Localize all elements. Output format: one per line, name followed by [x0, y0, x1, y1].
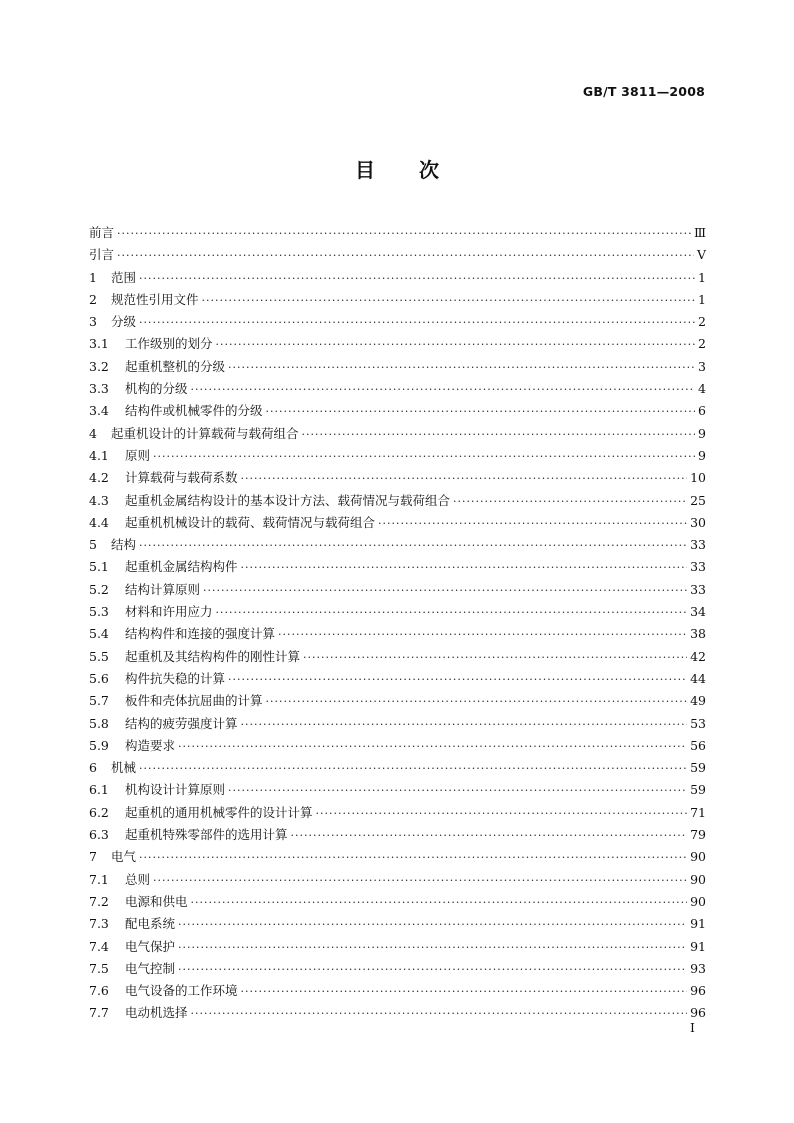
toc-entry-label: 起重机设计的计算载荷与载荷组合 — [111, 425, 299, 441]
toc-entry-number: 5.1 — [89, 559, 109, 575]
toc-entry[interactable] — [89, 735, 706, 757]
toc-entry-number: 5.4 — [89, 626, 109, 642]
toc-dot-leader — [139, 535, 687, 557]
toc-entry-label: 分级 — [111, 314, 137, 330]
toc-dot-leader — [216, 602, 688, 624]
toc-entry[interactable] — [89, 846, 706, 868]
toc-dot-leader — [153, 446, 695, 468]
toc-entry-number: 4.3 — [89, 492, 109, 508]
toc-entry-number: 5.8 — [89, 715, 109, 731]
toc-entry[interactable] — [89, 623, 706, 645]
toc-entry[interactable] — [89, 913, 706, 935]
toc-entry-page: 9 — [698, 425, 706, 441]
toc-entry-number: 7.5 — [89, 960, 109, 976]
toc-dot-leader — [117, 223, 691, 245]
toc-entry[interactable] — [89, 579, 706, 601]
toc-entry[interactable] — [89, 378, 706, 400]
toc-dot-leader — [203, 580, 687, 602]
page-number: Ⅰ — [690, 1020, 695, 1035]
toc-entry[interactable] — [89, 1002, 706, 1024]
toc-entry-label: 电气 — [111, 849, 137, 865]
toc-entry-label: 材料和许用应力 — [125, 604, 213, 620]
standard-code: GB/T 3811—2008 — [582, 84, 705, 99]
toc-entry[interactable] — [89, 936, 706, 958]
toc-dot-leader — [378, 513, 687, 535]
toc-dot-leader — [139, 312, 695, 334]
toc-entry-label: 前言 — [89, 225, 115, 240]
toc-entry-label: 配电系统 — [125, 916, 176, 932]
toc-entry-number: 6.3 — [89, 827, 109, 843]
toc-entry[interactable] — [89, 601, 706, 623]
toc-entry-number: 5.2 — [89, 581, 109, 597]
toc-entry[interactable] — [89, 757, 706, 779]
toc-entry-label: 机构的分级 — [125, 381, 188, 397]
toc-entry-page: 3 — [698, 358, 706, 374]
toc-entry-label: 电气保护 — [125, 938, 176, 954]
toc-dot-leader — [278, 624, 687, 646]
toc-entry-page: 96 — [690, 1005, 706, 1021]
toc-dot-leader — [241, 981, 688, 1003]
toc-entry-number: 6.1 — [89, 782, 109, 798]
toc-dot-leader — [291, 825, 688, 847]
toc-title-char-1: 目 — [355, 158, 375, 182]
toc-dot-leader — [302, 424, 696, 446]
toc-entry-page: 91 — [690, 916, 706, 932]
toc-dot-leader — [216, 334, 696, 356]
toc-entry[interactable] — [89, 512, 706, 534]
toc-entry[interactable] — [89, 400, 706, 422]
toc-entry-number: 7 — [89, 849, 97, 865]
toc-entry-label: 总则 — [125, 871, 151, 887]
toc-entry[interactable] — [89, 713, 706, 735]
toc-entry-page: 33 — [690, 537, 706, 553]
toc-dot-leader — [241, 468, 688, 490]
toc-dot-leader — [153, 870, 687, 892]
toc-entry[interactable] — [89, 311, 706, 333]
toc-entry[interactable] — [89, 891, 706, 913]
toc-entry[interactable] — [89, 690, 706, 712]
toc-entry-number: 5.5 — [89, 648, 109, 664]
toc-entry-label: 电源和供电 — [125, 893, 188, 909]
toc-dot-leader — [228, 669, 687, 691]
toc-entry-label: 起重机金属结构构件 — [125, 559, 238, 575]
toc-entry-label: 计算载荷与载荷系数 — [125, 470, 238, 486]
toc-dot-leader — [178, 937, 687, 959]
toc-entry[interactable] — [89, 267, 706, 289]
toc-entry-page: Ⅴ — [696, 247, 706, 263]
toc-dot-leader — [228, 780, 687, 802]
toc-entry-page: 59 — [690, 782, 706, 798]
toc-entry-number: 3.2 — [89, 358, 109, 374]
toc-entry-number: 5.9 — [89, 737, 109, 753]
toc-entry[interactable] — [89, 824, 706, 846]
toc-entry-label: 起重机机械设计的载荷、载荷情况与载荷组合 — [125, 514, 376, 530]
toc-dot-leader — [266, 401, 696, 423]
toc-dot-leader — [303, 647, 687, 669]
toc-entry[interactable] — [89, 646, 706, 668]
toc-dot-leader — [266, 691, 688, 713]
toc-dot-leader — [453, 491, 687, 513]
toc-entry-label: 引言 — [89, 247, 115, 263]
toc-entry-label: 范围 — [111, 269, 137, 285]
toc-entry-page: 71 — [690, 804, 706, 820]
toc-entry-number: 6 — [89, 760, 97, 776]
toc-entry-page: 38 — [690, 626, 706, 642]
toc-entry-label: 电气设备的工作环境 — [125, 983, 238, 999]
toc-entry-label: 机构设计计算原则 — [125, 782, 226, 798]
toc-entry[interactable] — [89, 333, 706, 355]
toc-entry-number: 3 — [89, 314, 97, 330]
toc-dot-leader — [228, 357, 695, 379]
toc-entry-page: 34 — [690, 604, 706, 620]
toc-dot-leader — [139, 758, 687, 780]
toc-entry-label: 板件和壳体抗屈曲的计算 — [125, 693, 263, 709]
toc-entry-number: 4.4 — [89, 514, 109, 530]
toc-entry[interactable] — [89, 244, 706, 266]
toc-entry-label: 原则 — [125, 447, 151, 463]
toc-dot-leader — [139, 847, 687, 869]
toc-entry-page: 10 — [690, 470, 706, 486]
toc-entry[interactable] — [89, 467, 706, 489]
toc-dot-leader — [178, 736, 687, 758]
toc-entry-page: 56 — [690, 737, 706, 753]
toc-entry-number: 3.3 — [89, 381, 109, 397]
toc-entry-label: 机械 — [111, 760, 137, 776]
toc-entry-page: Ⅲ — [693, 225, 706, 240]
toc-entry[interactable] — [89, 802, 706, 824]
toc-entry-number: 2 — [89, 291, 97, 307]
toc-entry-label: 电气控制 — [125, 960, 176, 976]
toc-entry-page: 30 — [690, 514, 706, 530]
toc-entry-label: 构件抗失稳的计算 — [125, 670, 226, 686]
toc-dot-leader — [139, 268, 695, 290]
toc-entry-page: 49 — [690, 693, 706, 709]
toc-entry-page: 6 — [698, 403, 706, 419]
toc-dot-leader — [191, 892, 688, 914]
toc-entry-page: 4 — [698, 381, 706, 397]
toc-entry-number: 4 — [89, 425, 97, 441]
toc-entry-page: 33 — [690, 559, 706, 575]
toc-entry[interactable] — [89, 356, 706, 378]
toc-entry-page: 1 — [698, 291, 706, 307]
toc-entry-label: 构造要求 — [125, 737, 176, 753]
toc-dot-leader — [117, 245, 694, 267]
toc-dot-leader — [191, 1003, 688, 1025]
toc-entry-number: 4.1 — [89, 447, 109, 463]
toc-entry-label: 结构计算原则 — [125, 581, 201, 597]
toc-entry-page: 25 — [690, 492, 706, 508]
toc-entry-label: 结构 — [111, 537, 137, 553]
toc-entry-page: 93 — [690, 960, 706, 976]
toc-dot-leader — [316, 803, 688, 825]
toc-entry-label: 规范性引用文件 — [111, 291, 199, 307]
toc-entry-label: 起重机金属结构设计的基本设计方法、载荷情况与载荷组合 — [125, 492, 451, 508]
toc-entry-label: 结构件或机械零件的分级 — [125, 403, 263, 419]
toc-entry-number: 5.6 — [89, 670, 109, 686]
toc-entry[interactable] — [89, 779, 706, 801]
toc-entry[interactable] — [89, 556, 706, 578]
toc-dot-leader — [178, 914, 687, 936]
toc-dot-leader — [178, 959, 687, 981]
toc-entry-page: 59 — [690, 760, 706, 776]
toc-entry-page: 91 — [690, 938, 706, 954]
toc-entry-number: 6.2 — [89, 804, 109, 820]
toc-entry-page: 79 — [690, 827, 706, 843]
toc-entry-number: 3.1 — [89, 336, 109, 352]
toc-entry-number: 7.4 — [89, 938, 109, 954]
toc-entry-page: 33 — [690, 581, 706, 597]
toc-title — [0, 154, 794, 183]
toc-entry-page: 9 — [698, 447, 706, 463]
toc-entry-label: 结构的疲劳强度计算 — [125, 715, 238, 731]
toc-entry-number: 7.1 — [89, 871, 109, 887]
toc-entry[interactable] — [89, 980, 706, 1002]
toc-entry-page: 90 — [690, 893, 706, 909]
toc-entry-page: 42 — [690, 648, 706, 664]
toc-dot-leader — [241, 714, 688, 736]
toc-entry[interactable] — [89, 958, 706, 980]
toc-entry-page: 44 — [690, 670, 706, 686]
toc-entry-label: 电动机选择 — [125, 1005, 188, 1021]
toc-entry-page: 2 — [698, 314, 706, 330]
toc-entry-number: 7.3 — [89, 916, 109, 932]
toc-entry-number: 5.3 — [89, 604, 109, 620]
toc-entry-number: 5 — [89, 537, 97, 553]
toc-entry-page: 53 — [690, 715, 706, 731]
toc-entry[interactable] — [89, 668, 706, 690]
toc-entry-label: 起重机及其结构构件的刚性计算 — [125, 648, 301, 664]
toc-title-char-2: 次 — [419, 158, 439, 182]
toc-entry-label: 起重机的通用机械零件的设计计算 — [125, 804, 313, 820]
table-of-contents — [89, 222, 706, 1025]
toc-entry[interactable] — [89, 869, 706, 891]
toc-entry-number: 7.2 — [89, 893, 109, 909]
toc-entry-page: 2 — [698, 336, 706, 352]
toc-entry[interactable] — [89, 534, 706, 556]
toc-entry-number: 1 — [89, 269, 97, 285]
toc-entry-label: 起重机特殊零部件的选用计算 — [125, 827, 288, 843]
toc-entry[interactable] — [89, 289, 706, 311]
toc-entry-page: 90 — [690, 871, 706, 887]
toc-entry-number: 7.6 — [89, 983, 109, 999]
toc-entry-label: 工作级别的划分 — [125, 336, 213, 352]
toc-entry[interactable] — [89, 490, 706, 512]
toc-dot-leader — [202, 290, 696, 312]
toc-entry-page: 1 — [698, 269, 706, 285]
toc-dot-leader — [241, 557, 688, 579]
toc-entry[interactable] — [89, 222, 706, 244]
toc-entry-number: 3.4 — [89, 403, 109, 419]
toc-entry-number: 5.7 — [89, 693, 109, 709]
toc-entry-label: 结构构件和连接的强度计算 — [125, 626, 276, 642]
toc-entry-number: 7.7 — [89, 1005, 109, 1021]
toc-entry-page: 96 — [690, 983, 706, 999]
toc-entry-page: 90 — [690, 849, 706, 865]
toc-entry-label: 起重机整机的分级 — [125, 358, 226, 374]
toc-entry[interactable] — [89, 445, 706, 467]
toc-entry-number: 4.2 — [89, 470, 109, 486]
toc-dot-leader — [191, 379, 696, 401]
toc-entry[interactable] — [89, 423, 706, 445]
